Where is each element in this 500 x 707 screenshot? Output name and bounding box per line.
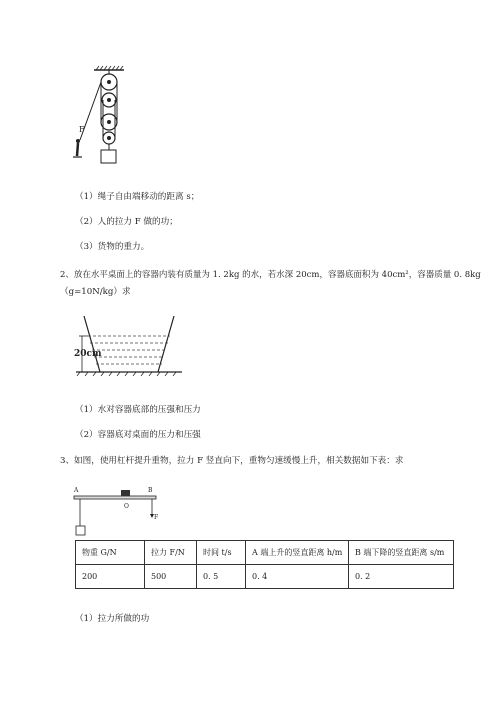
table-cell: 500 [145, 565, 197, 589]
q3-sub1: （1）拉力所做的功 [75, 614, 150, 624]
table-header-cell: A 端上升的竖直距离 h/m [246, 541, 349, 565]
q1-sub3: （3）货物的重力。 [75, 242, 150, 252]
q2-sub1: （1）水对容器底部的压强和压力 [75, 405, 201, 415]
table-header-cell: 拉力 F/N [145, 541, 197, 565]
table-row [76, 541, 454, 565]
table-cell: 0. 5 [197, 565, 246, 589]
q3-stem: 3、如图，使用杠杆提升重物，拉力 F 竖直向下，重物匀速缓慢上升，相关数据如下表：求 [60, 456, 404, 466]
pulley-force-label: F [79, 125, 85, 134]
lever-label-o: O [124, 503, 129, 510]
container-figure [74, 316, 184, 380]
table-row [76, 565, 454, 589]
table-cell: 0. 4 [246, 565, 349, 589]
q2-stem-line2: （g=10N/kg）求 [60, 287, 131, 297]
data-table [75, 540, 454, 589]
q2-sub2: （2）容器底对桌面的压力和压强 [75, 430, 201, 440]
table-cell: 200 [76, 565, 145, 589]
depth-label: 20cm [74, 349, 102, 359]
lever-figure [72, 484, 168, 540]
q2-stem-line1: 2、放在水平桌面上的容器内装有质量为 1. 2kg 的水，若水深 20cm，容器底面积为 40cm²，容器质量 0. 8kg [60, 270, 481, 280]
q1-sub1: （1）绳子自由端移动的距离 s； [75, 192, 200, 202]
table-header-cell: B 端下降的竖直距离 s/m [349, 541, 454, 565]
lever-label-f: F [154, 514, 159, 521]
q1-sub2: （2）人的拉力 F 做的功； [75, 217, 178, 227]
lever-label-b: B [148, 487, 153, 494]
table-cell: 0. 2 [349, 565, 454, 589]
pulley-system-figure [68, 62, 128, 166]
lever-label-a: A [74, 487, 79, 494]
table-header-cell: 物重 G/N [76, 541, 145, 565]
table-header-cell: 时间 t/s [197, 541, 246, 565]
